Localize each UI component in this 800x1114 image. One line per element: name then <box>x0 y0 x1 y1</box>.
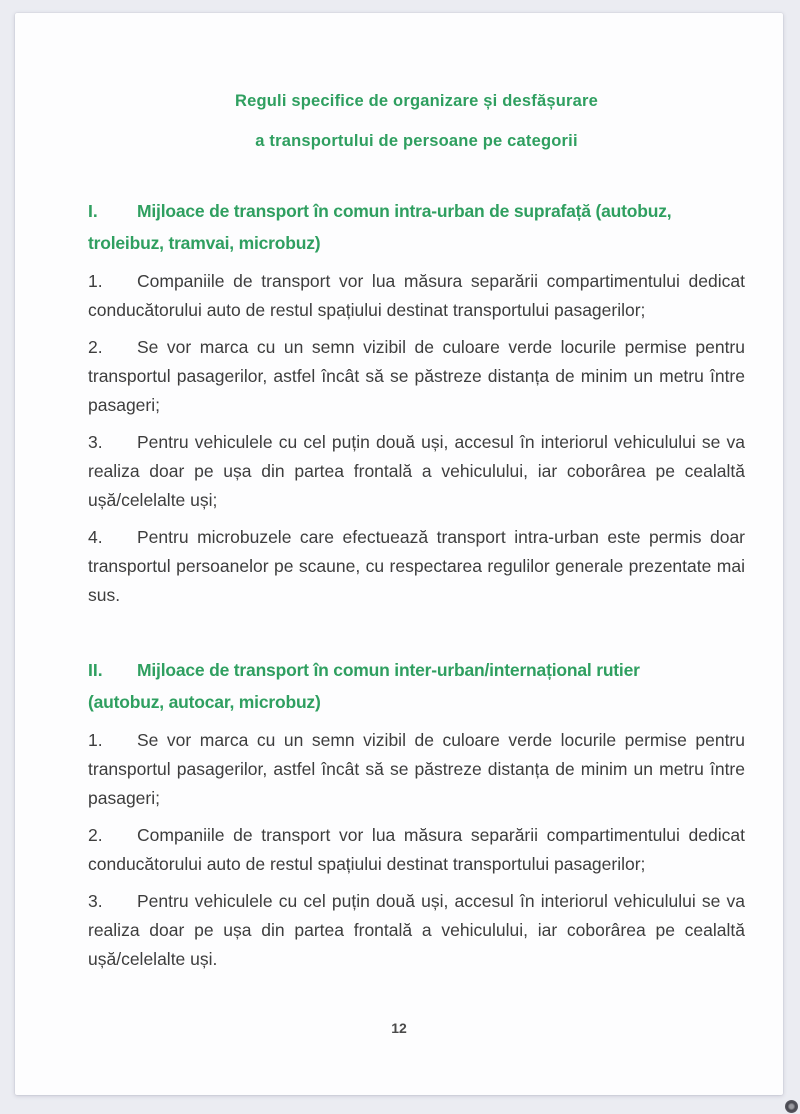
page-number: 12 <box>391 1020 407 1036</box>
rule-item <box>88 887 745 974</box>
item-number: 2. <box>88 825 103 845</box>
corner-dot-mark <box>785 1100 798 1113</box>
rule-item <box>88 428 745 515</box>
rule-item <box>88 267 745 325</box>
rule-item <box>88 821 745 879</box>
document-page <box>15 13 783 1095</box>
item-text: Se vor marca cu un semn vizibil de culoare verde locurile permise pentru transportul pasagerilor, astfel încât să se păstreze distanța de minim un metru între pasageri; <box>88 337 745 415</box>
section-heading-text: Mijloace de transport în comun inter-urban/internațional rutier <box>137 660 640 680</box>
item-number: 3. <box>88 432 103 452</box>
rule-item <box>88 726 745 813</box>
rule-item <box>88 333 745 420</box>
section-heading <box>88 195 745 259</box>
item-text: Pentru microbuzele care efectuează transport intra-urban este permis doar transportul persoanelor pe scaune, cu respectarea regulilor generale prezentate mai sus. <box>88 527 745 605</box>
item-number: 4. <box>88 527 103 547</box>
item-number: 2. <box>88 337 103 357</box>
item-text: Companiile de transport vor lua măsura separării compartimentului dedicat conducătorului auto de restul spațiului destinat transportului pasagerilor; <box>88 271 745 320</box>
item-number: 1. <box>88 730 103 750</box>
section-heading <box>88 654 745 718</box>
item-number: 3. <box>88 891 103 911</box>
item-text: Pentru vehiculele cu cel puțin două uși, accesul în interiorul vehiculului se va realiza doar pe ușa din partea frontală a vehiculului, iar coborârea pe cealaltă ușă/celelalte uși; <box>88 432 745 510</box>
document-title <box>88 81 745 161</box>
section-heading-line1 <box>88 195 745 227</box>
section-numeral: I. <box>88 201 98 221</box>
document-title-line1: Reguli specifice de organizare și desfășurare <box>235 92 598 110</box>
item-text: Se vor marca cu un semn vizibil de culoare verde locurile permise pentru transportul pasagerilor, astfel încât să se păstreze distanța de minim un metru între pasageri; <box>88 730 745 808</box>
section-heading-line1 <box>88 654 745 686</box>
item-text: Companiile de transport vor lua măsura separării compartimentului dedicat conducătorului auto de restul spațiului destinat transportului pasagerilor; <box>88 825 745 874</box>
section-heading-line2: troleibuz, tramvai, microbuz) <box>88 233 321 253</box>
section-heading-text: Mijloace de transport în comun intra-urban de suprafață (autobuz, <box>137 201 672 221</box>
section-intra-urban <box>88 195 745 610</box>
section-heading-line2: (autobuz, autocar, microbuz) <box>88 692 321 712</box>
rule-item <box>88 523 745 610</box>
section-numeral: II. <box>88 660 103 680</box>
item-number: 1. <box>88 271 103 291</box>
item-text: Pentru vehiculele cu cel puțin două uși, accesul în interiorul vehiculului se va realiza doar pe ușa din partea frontală a vehiculului, iar coborârea pe cealaltă ușă/celelalte uși. <box>88 891 745 969</box>
section-inter-urban <box>88 654 745 974</box>
document-title-line2: a transportului de persoane pe categorii <box>255 132 578 150</box>
page-content <box>88 13 745 974</box>
